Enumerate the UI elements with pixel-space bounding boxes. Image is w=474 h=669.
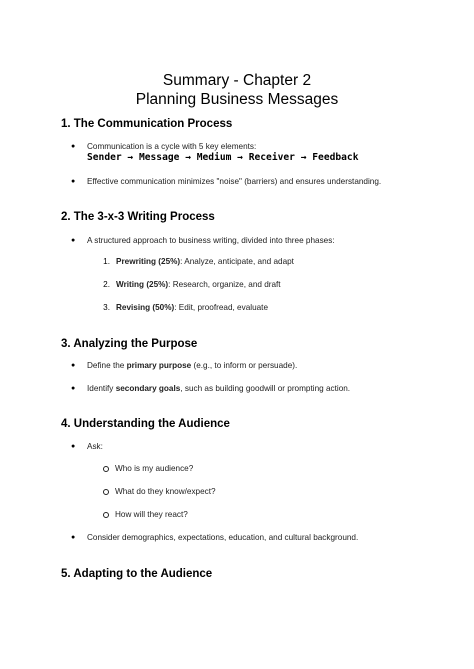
section-4-bullet-2: Consider demographics, expectations, education, and cultural background. — [87, 533, 359, 542]
bullet-icon: ● — [71, 143, 76, 150]
list-number: 2. — [103, 280, 110, 289]
list-item — [116, 302, 268, 313]
text-span: Identify — [87, 384, 116, 393]
list-item-bold: Writing (25%) — [116, 280, 169, 289]
section-5-heading: 5. Adapting to the Audience — [61, 568, 213, 580]
section-3-bullet-1 — [87, 360, 297, 371]
communication-elements: Sender → Message → Medium → Receiver → Feedback — [87, 152, 359, 163]
document-title: Summary - Chapter 2 — [162, 72, 312, 89]
bullet-icon: ● — [71, 443, 76, 450]
bullet-icon: ● — [71, 237, 76, 244]
section-2-heading: 2. The 3-x-3 Writing Process — [61, 211, 215, 223]
section-1-bullet-1: Communication is a cycle with 5 key elements: — [87, 142, 257, 151]
bold-term: primary purpose — [126, 361, 192, 370]
document-subtitle: Planning Business Messages — [135, 91, 339, 108]
list-item-text: : Analyze, anticipate, and adapt — [180, 257, 294, 266]
list-item-bold: Revising (50%) — [116, 303, 175, 312]
hollow-bullet-icon — [103, 512, 109, 518]
list-item-bold: Prewriting (25%) — [116, 257, 181, 266]
section-4-bullet-1: Ask: — [87, 442, 103, 451]
bullet-icon: ● — [71, 362, 76, 369]
list-item — [116, 256, 294, 267]
list-item-text: : Edit, proofread, evaluate — [174, 303, 269, 312]
section-3-heading: 3. Analyzing the Purpose — [61, 338, 198, 350]
question-item: What do they know/expect? — [115, 487, 216, 496]
list-number: 3. — [103, 303, 110, 312]
text-span: (e.g., to inform or persuade). — [191, 361, 298, 370]
question-item: How will they react? — [115, 510, 188, 519]
text-span: Define the — [87, 361, 127, 370]
section-1-bullet-2: Effective communication minimizes "noise" (barriers) and ensures understanding. — [87, 177, 382, 186]
question-item: Who is my audience? — [115, 464, 194, 473]
bullet-icon: ● — [71, 534, 76, 541]
bold-term: secondary goals — [115, 384, 181, 393]
list-item-text: : Research, organize, and draft — [168, 280, 281, 289]
section-1-heading: 1. The Communication Process — [61, 118, 233, 130]
section-3-bullet-2 — [87, 383, 350, 394]
text-span: , such as building goodwill or prompting action. — [180, 384, 351, 393]
hollow-bullet-icon — [103, 466, 109, 472]
bullet-icon: ● — [71, 178, 76, 185]
list-item — [116, 279, 281, 290]
list-number: 1. — [103, 257, 110, 266]
section-4-heading: 4. Understanding the Audience — [61, 418, 230, 430]
bullet-icon: ● — [71, 385, 76, 392]
section-2-bullet-1: A structured approach to business writing, divided into three phases: — [87, 236, 335, 245]
hollow-bullet-icon — [103, 489, 109, 495]
